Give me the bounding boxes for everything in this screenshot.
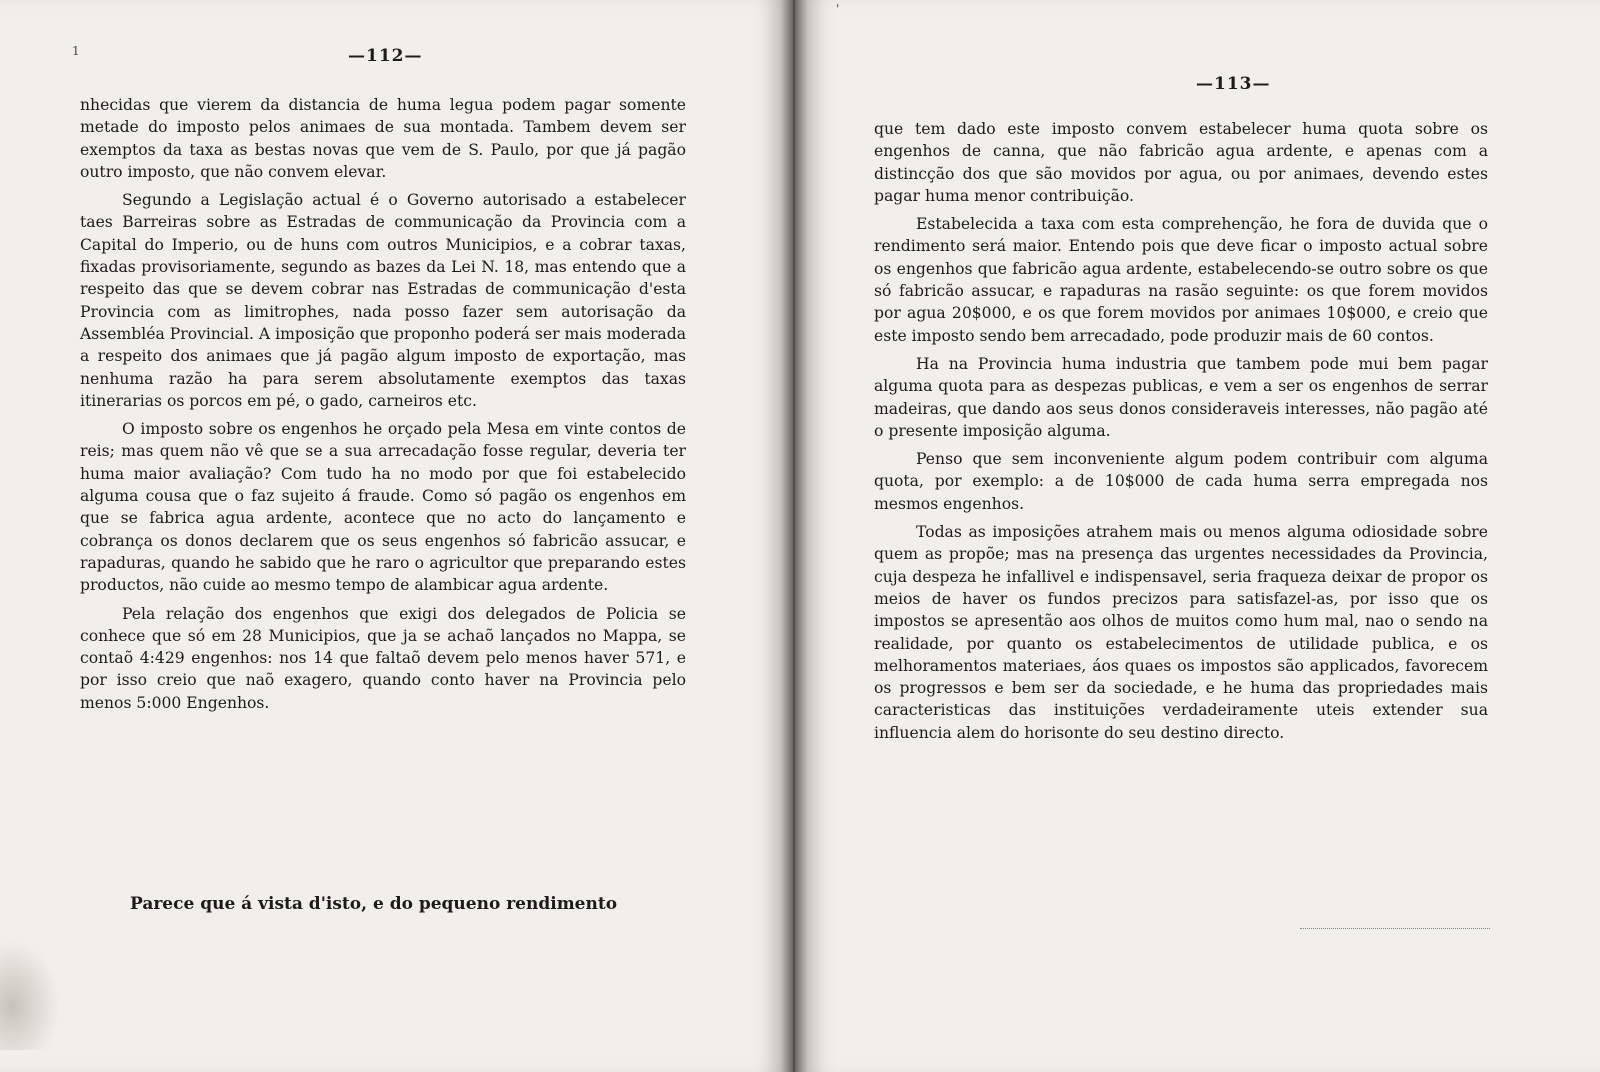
book-gutter (780, 0, 808, 1072)
right-paragraph-3: Ha na Provincia huma industria que tambem pode mui bem pagar alguma quota para as despezas publicas, e vem a ser os engenhos de serrar madeiras, que dando aos seus donos consideraveis interesses, não pagão até o presente imposição alguma. (874, 354, 1488, 440)
right-paragraph-5: Todas as imposições atrahem mais ou menos alguma odiosidade sobre quem as propõe; mas na presença das urgentes necessidades da Provincia, cuja despeza he infallivel e indispensavel, seria fraqueza deixar de propor os meios de haver os fundos precizos para satisfazel-as, por isso que os impostos se apresentão aos olhos de muitos como hum mal, nao o sendo na realidade, por quanto os estabelecimentos de utilidade publica, e os melhoramentos materiaes, áos quaes os impostos são applicados, favorecem os progressos e bem ser da sociedade, e he huma das propriedades mais caracteristicas das instituições verdadeiramente uteis extender sua influencia alem do horisonte do seu destino directo. (874, 523, 1488, 742)
right-paragraph-1: que tem dado este imposto convem estabelecer huma quota sobre os engenhos de canna, que não fabricão agua ardente, e apenas com a distincção dos que são movidos por agua, ou por animaes, devendo estes pagar huma menor contribuição. (874, 120, 1488, 205)
left-paragraph-2: Segundo a Legislação actual é o Governo autorisado a estabelecer taes Barreiras sobre as Estradas de communicação da Provincia com a Capital do Imperio, ou de huns com outros Municipios, e a cobrar taxas, fixadas provisoriamente, segundo as bazes da Lei N. 18, mas entendo que a respeito das que se devem cobrar nas Estradas de communicação d'esta Provincia com as limitrophes, nada posso fazer sem autorisação da Assembléa Provincial. A imposição que proponho poderá ser mais moderada a respeito dos animaes que já pagão algum imposto de exportação, mas nenhuma razão ha para serem absolutamente exemptos das taxas itinerarias os porcos em pé, o gado, carneiros etc. (80, 191, 686, 410)
page-number-right: —113— (1196, 74, 1271, 94)
right-paragraph-4: Penso que sem inconveniente algum podem contribuir com alguma quota, por exemplo: a de 10$000 de cada huma serra empregada nos mesmos engenhos. (874, 450, 1488, 513)
right-paragraph-2: Estabelecida a taxa com esta comprehenção, he fora de duvida que o rendimento será maior. Entendo pois que deve ficar o imposto actual sobre os engenhos que fabricão agua ardente, estabelecendo-se outro sobre os que só fabricão assucar, e rapaduras na rasão seguinte: os que forem movidos por agua 20$000, e os que forem movidos por animaes 10$000, e creio que este imposto sendo bem arrecadado, pode produzir mais de 60 contos. (874, 215, 1488, 345)
catchword: Parece que á vista d'isto, e do pequeno rendimento (130, 894, 618, 914)
left-paragraph-1: nhecidas que vierem da distancia de huma legua podem pagar somente metade do imposto pelos animaes de sua montada. Tambem devem ser exemptos da taxa as bestas novas que vem de S. Paulo, por que já pagão outro imposto, que não convem elevar. (80, 96, 686, 181)
left-paragraph-3: O imposto sobre os engenhos he orçado pela Mesa em vinte contos de reis; mas quem não vê que se a sua arrecadação fosse regular, deveria ter huma maior avaliação? Com tudo ha no modo por que foi estabelecido alguma cousa que o faz sujeito á fraude. Como só pagão os engenhos em que se fabrica agua ardente, acontece que no acto do lançamento e cobrança os donos declarem que os seus engenhos só fabricão assucar, e rapaduras, quando he sabido que he raro o agricultor que preparando estes productos, não cuide ao mesmo tempo de alambicar agua ardente. (80, 420, 686, 595)
paper-stain (0, 940, 60, 1050)
right-top-mark: ' (836, 2, 840, 16)
left-paragraph-4: Pela relação dos engenhos que exigi dos delegados de Policia se conhece que só em 28 Municipios, que ja se achaõ lançados no Mappa, se contaõ 4:429 engenhos: nos 14 que faltaõ devem pelo menos haver 571, e por isso creio que naõ exagero, quando conto haver na Provincia pelo menos 5:000 Engenhos. (80, 604, 686, 712)
left-page-text (80, 94, 686, 720)
bottom-dotted-rule (1300, 928, 1490, 929)
left-corner-mark: 1 (72, 44, 80, 58)
page-number-left: —112— (348, 46, 423, 66)
right-page-text (874, 118, 1488, 750)
